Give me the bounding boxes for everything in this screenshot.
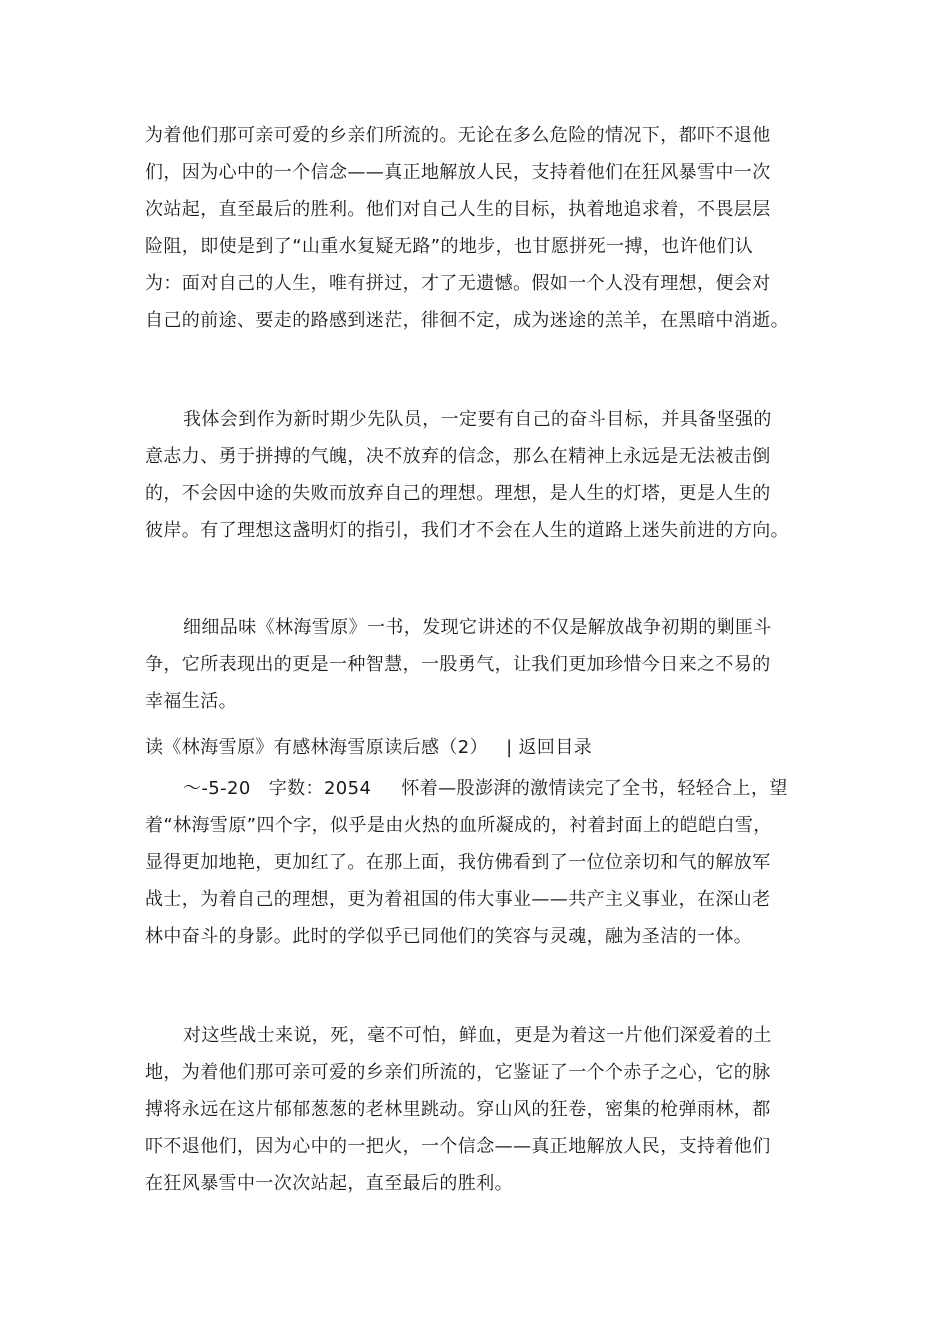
text-line: 着“林海雪原”四个字，似乎是由火热的血所凝成的，衬着封面上的皑皑白雪，	[145, 815, 772, 836]
paragraph-2	[145, 401, 807, 549]
paragraph-5	[145, 1017, 807, 1202]
text-line: 在狂风暴雪中一次次站起，直至最后的胜利。	[145, 1173, 513, 1194]
article-title: 读《林海雪原》有感林海雪原读后感（2）	[145, 737, 489, 758]
paragraph-1	[145, 117, 807, 339]
text-line: 搏将永远在这片郁郁葱葱的老林里跳动。穿山风的狂卷，密集的枪弹雨林，都	[145, 1099, 771, 1120]
text-line: 为：面对自己的人生，唯有拼过，才了无遗憾。假如一个人没有理想，便会对	[145, 273, 771, 294]
text-line: 战士，为着自己的理想，更为着祖国的伟大事业——共产主义事业，在深山老	[145, 889, 771, 910]
article-date: ～-5-20	[183, 778, 251, 799]
text-line: 彼岸。有了理想这盏明灯的指引，我们才不会在人生的道路上迷失前进的方向。	[145, 520, 789, 541]
back-to-contents-link[interactable]: 返回目录	[518, 737, 593, 758]
text-line: 吓不退他们，因为心中的一把火，一个信念——真正地解放人民，支持着他们	[145, 1136, 771, 1157]
text-line: 林中奋斗的身影。此时的学似乎已同他们的笑容与灵魂，融为圣洁的一体。	[145, 926, 753, 947]
text-line: 次站起，直至最后的胜利。他们对自己人生的目标，执着地追求着，不畏层层	[145, 199, 771, 220]
word-count: 字数：2054	[268, 778, 372, 799]
paragraph-4	[145, 770, 807, 955]
text-line: 争，它所表现出的更是一种智慧，一股勇气，让我们更加珍惜今日来之不易的	[145, 654, 771, 675]
text-line: 险阻，即使是到了“山重水复疑无路”的地步，也甘愿拼死一搏，也许他们认	[145, 236, 754, 257]
text-line: 自己的前途、要走的路感到迷茫，徘徊不定，成为迷途的羔羊，在黑暗中消逝。	[145, 310, 789, 331]
text-line: 对这些战士来说，死，毫不可怕，鲜血，更是为着这一片他们深爱着的土	[183, 1025, 772, 1046]
text-line: 细细品味《林海雪原》一书，发现它讲述的不仅是解放战争初期的剿匪斗	[183, 617, 772, 638]
text-line: 们，因为心中的一个信念——真正地解放人民，支持着他们在狂风暴雪中一次	[145, 162, 771, 183]
text-line: 我体会到作为新时期少先队员，一定要有自己的奋斗目标，并具备坚强的	[183, 409, 772, 430]
text-line: 显得更加地艳，更加红了。在那上面，我仿佛看到了一位位亲切和气的解放军	[145, 852, 771, 873]
text-line-rest: 怀着—股澎湃的激情读完了全书，轻轻合上，望	[401, 778, 788, 799]
text-line	[145, 770, 807, 807]
text-line: 幸福生活。	[145, 691, 237, 712]
text-line: 的，不会因中途的失败而放弃自己的理想。理想，是人生的灯塔，更是人生的	[145, 483, 771, 504]
heading-separator: |	[506, 737, 513, 758]
text-line: 为着他们那可亲可爱的乡亲们所流的。无论在多么危险的情况下，都吓不退他	[145, 125, 771, 146]
text-line: 地，为着他们那可亲可爱的乡亲们所流的，它鉴证了一个个赤子之心，它的脉	[145, 1062, 771, 1083]
article-heading	[145, 731, 592, 765]
paragraph-3	[145, 609, 807, 720]
text-line: 意志力、勇于拼搏的气魄，决不放弃的信念，那么在精神上永远是无法被击倒	[145, 446, 771, 467]
